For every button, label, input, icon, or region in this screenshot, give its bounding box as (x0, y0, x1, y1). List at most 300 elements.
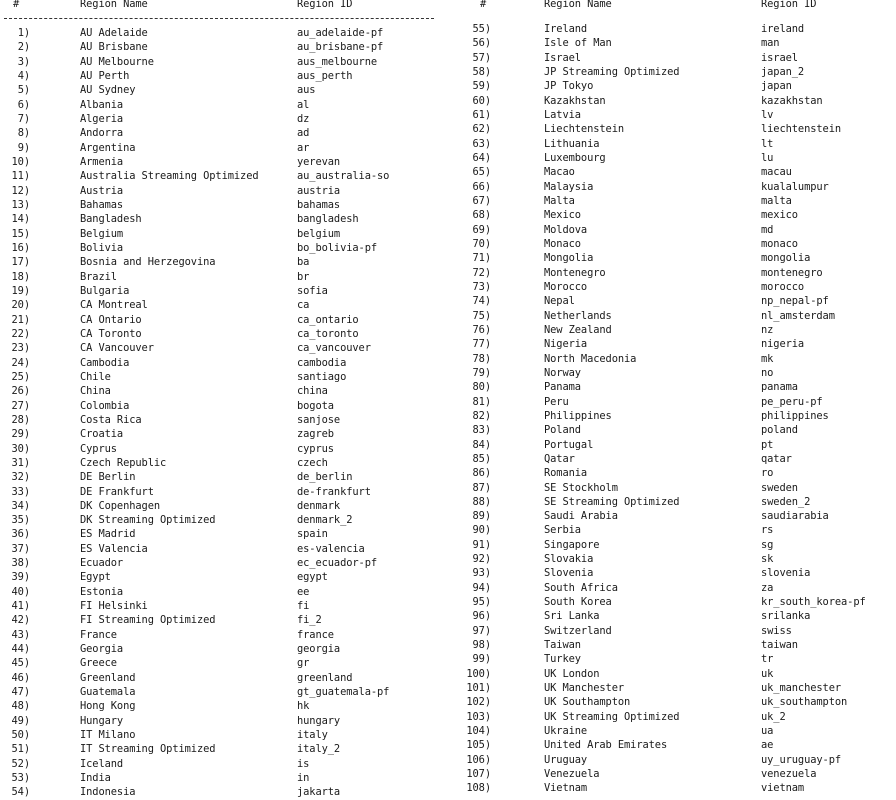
row-number: 63) (472, 137, 491, 150)
region-name: UK London (544, 667, 600, 680)
region-name: Israel (544, 51, 581, 64)
region-id: bangladesh (297, 213, 359, 226)
region-name: Greece (80, 657, 117, 670)
row-number: 8) (17, 127, 30, 140)
region-id: nl_amsterdam (761, 309, 835, 322)
region-name: Panama (544, 381, 581, 394)
table-row (0, 785, 440, 799)
table-row (462, 409, 894, 423)
region-id: pt (761, 438, 774, 451)
table-row (0, 771, 440, 785)
row-number: 69) (472, 223, 491, 236)
row-number: 46) (11, 671, 30, 684)
row-number: 9) (17, 141, 30, 154)
table-row (0, 26, 440, 40)
region-name: Armenia (80, 155, 124, 168)
region-id: cyprus (297, 442, 334, 455)
row-number: 45) (11, 657, 30, 670)
table-row (462, 366, 894, 380)
region-name: Colombia (80, 399, 130, 412)
table-row (462, 237, 894, 251)
region-id: np_nepal-pf (761, 295, 829, 308)
region-name: SE Stockholm (544, 481, 618, 494)
table-row (462, 180, 894, 194)
table-row (0, 499, 440, 513)
region-name: Uruguay (544, 753, 588, 766)
region-name: Vietnam (544, 782, 588, 795)
header-region-id: Region ID (297, 0, 353, 10)
region-id: georgia (297, 643, 341, 656)
region-name: China (80, 385, 111, 398)
row-number: 81) (472, 395, 491, 408)
table-row (0, 313, 440, 327)
region-name: Moldova (544, 223, 588, 236)
table-header (462, 0, 894, 12)
table-row (0, 642, 440, 656)
row-number: 41) (11, 600, 30, 613)
table-row (0, 513, 440, 527)
region-name: South Korea (544, 596, 612, 609)
region-name: Latvia (544, 108, 581, 121)
row-number: 3) (17, 55, 30, 68)
region-id: macau (761, 166, 792, 179)
region-id: es-valencia (297, 542, 365, 555)
row-number: 50) (11, 729, 30, 742)
region-id: greenland (297, 671, 353, 684)
region-id: france (297, 628, 334, 641)
region-id: md (761, 223, 774, 236)
region-id: gt_guatemala-pf (297, 686, 390, 699)
row-number: 90) (472, 524, 491, 537)
region-name: Malta (544, 194, 575, 207)
table-row (462, 51, 894, 65)
table-row (462, 423, 894, 437)
table-row (0, 155, 440, 169)
row-number: 23) (11, 342, 30, 355)
region-name: CA Toronto (80, 327, 142, 340)
region-name: Bangladesh (80, 213, 142, 226)
row-number: 35) (11, 514, 30, 527)
table-row (462, 624, 894, 638)
row-number: 13) (11, 198, 30, 211)
region-id: japan_2 (761, 65, 805, 78)
region-id: dz (297, 112, 310, 125)
table-row (462, 681, 894, 695)
row-number: 18) (11, 270, 30, 283)
region-name: Indonesia (80, 786, 136, 799)
region-name: Montenegro (544, 266, 606, 279)
row-number: 61) (472, 108, 491, 121)
region-name: Australia Streaming Optimized (80, 170, 259, 183)
region-table-right (462, 0, 894, 795)
row-number: 96) (472, 610, 491, 623)
region-id: fi (297, 600, 310, 613)
row-number: 51) (11, 743, 30, 756)
region-id: mk (761, 352, 774, 365)
region-id: austria (297, 184, 341, 197)
region-name: Morocco (544, 280, 588, 293)
region-id: ba (297, 256, 310, 269)
row-number: 71) (472, 252, 491, 265)
region-id: spain (297, 528, 328, 541)
row-number: 77) (472, 338, 491, 351)
region-name: Andorra (80, 127, 124, 140)
header-region-name: Region Name (80, 0, 148, 10)
region-name: AU Adelaide (80, 27, 148, 39)
region-id: morocco (761, 280, 805, 293)
table-row (462, 724, 894, 738)
table-row (0, 527, 440, 541)
region-name: AU Melbourne (80, 55, 154, 68)
region-name: SE Streaming Optimized (544, 495, 680, 508)
region-name: Romania (544, 467, 588, 480)
table-row (0, 671, 440, 685)
region-name: United Arab Emirates (544, 739, 668, 752)
row-number: 58) (472, 65, 491, 78)
region-name: Poland (544, 424, 581, 437)
region-id: zagreb (297, 428, 334, 441)
table-row (0, 714, 440, 728)
region-name: Norway (544, 366, 581, 379)
region-name: CA Ontario (80, 313, 142, 326)
table-row (462, 495, 894, 509)
row-number: 105) (466, 739, 491, 752)
table-row (462, 652, 894, 666)
table-row (462, 781, 894, 795)
row-number: 29) (11, 428, 30, 441)
region-name: CA Montreal (80, 299, 148, 312)
region-id: italy (297, 729, 328, 742)
region-id: ae (761, 739, 774, 752)
region-name: Switzerland (544, 624, 612, 637)
table-row (0, 55, 440, 69)
region-id: ad (297, 127, 310, 140)
region-name: Egypt (80, 571, 111, 584)
row-number: 24) (11, 356, 30, 369)
header-region-id: Region ID (761, 0, 817, 10)
region-id: ua (761, 725, 774, 738)
region-id: china (297, 385, 328, 398)
region-id: sanjose (297, 413, 341, 426)
region-name: ES Madrid (80, 528, 136, 541)
table-row (0, 327, 440, 341)
region-id: man (761, 37, 780, 50)
row-number: 83) (472, 424, 491, 437)
table-row (0, 169, 440, 183)
region-id: ca_vancouver (297, 342, 371, 355)
region-id: kazakhstan (761, 94, 823, 107)
row-number: 14) (11, 213, 30, 226)
region-name: Slovakia (544, 553, 594, 566)
table-row (462, 137, 894, 151)
region-name: FI Helsinki (80, 600, 148, 613)
row-number: 64) (472, 151, 491, 164)
region-name: Qatar (544, 452, 575, 465)
table-row (0, 470, 440, 484)
region-name: Algeria (80, 112, 124, 125)
region-id: rs (761, 524, 774, 537)
region-name: Hungary (80, 714, 124, 727)
table-row (462, 266, 894, 280)
region-name: Chile (80, 370, 111, 383)
region-id: ec_ecuador-pf (297, 557, 378, 570)
row-number: 21) (11, 313, 30, 326)
row-number: 19) (11, 284, 30, 297)
row-number: 101) (466, 682, 491, 695)
region-id: de_berlin (297, 471, 353, 484)
region-id: sg (761, 538, 774, 551)
table-row (0, 442, 440, 456)
region-id: srilanka (761, 610, 811, 623)
region-name: Bahamas (80, 198, 124, 211)
region-name: DK Copenhagen (80, 499, 161, 512)
table-row (462, 94, 894, 108)
row-number: 7) (17, 112, 30, 125)
region-id: uk_manchester (761, 682, 842, 695)
region-id: au_brisbane-pf (297, 41, 384, 54)
table-row (462, 753, 894, 767)
region-id: lt (761, 137, 774, 150)
region-name: Mongolia (544, 252, 594, 265)
table-row (462, 108, 894, 122)
table-row (0, 757, 440, 771)
region-id: bo_bolivia-pf (297, 241, 378, 254)
region-name: Brazil (80, 270, 117, 283)
region-id: kualalumpur (761, 180, 829, 193)
region-id: aus (297, 84, 316, 97)
region-id: lu (761, 151, 774, 164)
region-name: India (80, 772, 111, 785)
table-row (0, 241, 440, 255)
region-name: IT Streaming Optimized (80, 743, 216, 756)
region-id: qatar (761, 452, 792, 465)
row-number: 6) (17, 98, 30, 111)
table-row (462, 223, 894, 237)
region-name: UK Streaming Optimized (544, 710, 680, 723)
region-id: panama (761, 381, 798, 394)
region-name: ES Valencia (80, 542, 148, 555)
region-name: France (80, 628, 117, 641)
table-row (0, 542, 440, 556)
table-row (462, 122, 894, 136)
table-row (462, 395, 894, 409)
region-id: gr (297, 657, 310, 670)
region-name: Malaysia (544, 180, 594, 193)
region-id: israel (761, 51, 798, 64)
table-row (462, 566, 894, 580)
row-number: 82) (472, 409, 491, 422)
region-name: DE Berlin (80, 471, 136, 484)
table-row (0, 599, 440, 613)
row-number: 4) (17, 69, 30, 82)
row-number: 60) (472, 94, 491, 107)
row-number: 62) (472, 123, 491, 136)
row-number: 16) (11, 241, 30, 254)
region-id: malta (761, 194, 792, 207)
region-id: is (297, 757, 310, 770)
region-name: Singapore (544, 538, 600, 551)
region-id: belgium (297, 227, 341, 240)
row-number: 39) (11, 571, 30, 584)
region-name: Croatia (80, 428, 124, 441)
row-number: 87) (472, 481, 491, 494)
table-row (462, 767, 894, 781)
row-number: 31) (11, 456, 30, 469)
region-name: FI Streaming Optimized (80, 614, 216, 627)
row-number: 65) (472, 166, 491, 179)
region-name: Austria (80, 184, 124, 197)
region-name: Costa Rica (80, 413, 142, 426)
region-name: South Africa (544, 581, 618, 594)
table-row (462, 438, 894, 452)
row-number: 102) (466, 696, 491, 709)
region-id: mongolia (761, 252, 811, 265)
region-id: br (297, 270, 310, 283)
region-name: Nepal (544, 295, 575, 308)
table-row (0, 613, 440, 627)
region-id: vietnam (761, 782, 805, 795)
table-row (0, 628, 440, 642)
header-divider (4, 18, 434, 19)
region-id: ee (297, 585, 310, 598)
row-number: 92) (472, 553, 491, 566)
region-name: AU Brisbane (80, 41, 148, 54)
region-id: in (297, 772, 310, 785)
table-row (0, 255, 440, 269)
table-row (462, 466, 894, 480)
region-id: japan (761, 80, 792, 93)
table-row (0, 485, 440, 499)
region-id: bahamas (297, 198, 341, 211)
table-row (462, 151, 894, 165)
row-number: 85) (472, 452, 491, 465)
row-number: 1) (17, 27, 30, 39)
region-name: Sri Lanka (544, 610, 600, 623)
region-name: North Macedonia (544, 352, 637, 365)
region-id: sweden_2 (761, 495, 811, 508)
row-number: 76) (472, 323, 491, 336)
table-row (0, 141, 440, 155)
region-id: saudiarabia (761, 510, 829, 523)
row-number: 107) (466, 768, 491, 781)
region-name: Turkey (544, 653, 581, 666)
table-row (0, 370, 440, 384)
row-number: 68) (472, 209, 491, 222)
region-id: tr (761, 653, 774, 666)
region-name: Iceland (80, 757, 124, 770)
region-name: IT Milano (80, 729, 136, 742)
row-number: 94) (472, 581, 491, 594)
row-number: 98) (472, 639, 491, 652)
table-row (0, 112, 440, 126)
table-row (462, 323, 894, 337)
table-row (0, 556, 440, 570)
table-row (462, 194, 894, 208)
row-number: 38) (11, 557, 30, 570)
row-number: 48) (11, 700, 30, 713)
region-name: CA Vancouver (80, 342, 154, 355)
table-row (462, 523, 894, 537)
row-number: 22) (11, 327, 30, 340)
region-name: Lithuania (544, 137, 600, 150)
row-number: 78) (472, 352, 491, 365)
region-id: fi_2 (297, 614, 322, 627)
region-id: sweden (761, 481, 798, 494)
table-row (0, 212, 440, 226)
table-row (462, 165, 894, 179)
table-header (0, 0, 440, 12)
table-row (462, 22, 894, 36)
row-number: 15) (11, 227, 30, 240)
region-id: bogota (297, 399, 334, 412)
region-id: taiwan (761, 639, 798, 652)
region-id: ireland (761, 23, 805, 35)
region-id: za (761, 581, 774, 594)
region-id: nigeria (761, 338, 805, 351)
region-id: ca_toronto (297, 327, 359, 340)
region-name: JP Tokyo (544, 80, 594, 93)
region-name: Albania (80, 98, 124, 111)
table-row (462, 595, 894, 609)
row-number: 49) (11, 714, 30, 727)
region-name: Ecuador (80, 557, 124, 570)
row-number: 53) (11, 772, 30, 785)
row-number: 43) (11, 628, 30, 641)
table-row (462, 509, 894, 523)
row-number: 97) (472, 624, 491, 637)
region-name: AU Sydney (80, 84, 136, 97)
table-row (462, 280, 894, 294)
row-number: 5) (17, 84, 30, 97)
row-number: 54) (11, 786, 30, 799)
region-id: hungary (297, 714, 341, 727)
table-row (0, 656, 440, 670)
region-id: mexico (761, 209, 798, 222)
region-id: uk_2 (761, 710, 786, 723)
table-row (0, 341, 440, 355)
region-name: Peru (544, 395, 569, 408)
region-name: DE Frankfurt (80, 485, 154, 498)
table-row (0, 184, 440, 198)
region-name: Bulgaria (80, 284, 130, 297)
region-name: Estonia (80, 585, 124, 598)
region-name: Cyprus (80, 442, 117, 455)
region-id: nz (761, 323, 774, 336)
region-id: pe_peru-pf (761, 395, 823, 408)
region-name: Venezuela (544, 768, 600, 781)
region-name: Saudi Arabia (544, 510, 618, 523)
row-number: 80) (472, 381, 491, 394)
row-number: 91) (472, 538, 491, 551)
row-number: 95) (472, 596, 491, 609)
row-number: 30) (11, 442, 30, 455)
row-number: 93) (472, 567, 491, 580)
table-row (462, 79, 894, 93)
region-table-left (0, 0, 440, 799)
region-name: Greenland (80, 671, 136, 684)
region-name: Ukraine (544, 725, 588, 738)
row-number: 103) (466, 710, 491, 723)
row-number: 104) (466, 725, 491, 738)
row-number: 66) (472, 180, 491, 193)
region-id: de-frankfurt (297, 485, 371, 498)
row-number: 42) (11, 614, 30, 627)
row-number: 34) (11, 499, 30, 512)
table-row (0, 427, 440, 441)
table-row (0, 699, 440, 713)
region-name: Belgium (80, 227, 124, 240)
region-id: egypt (297, 571, 328, 584)
